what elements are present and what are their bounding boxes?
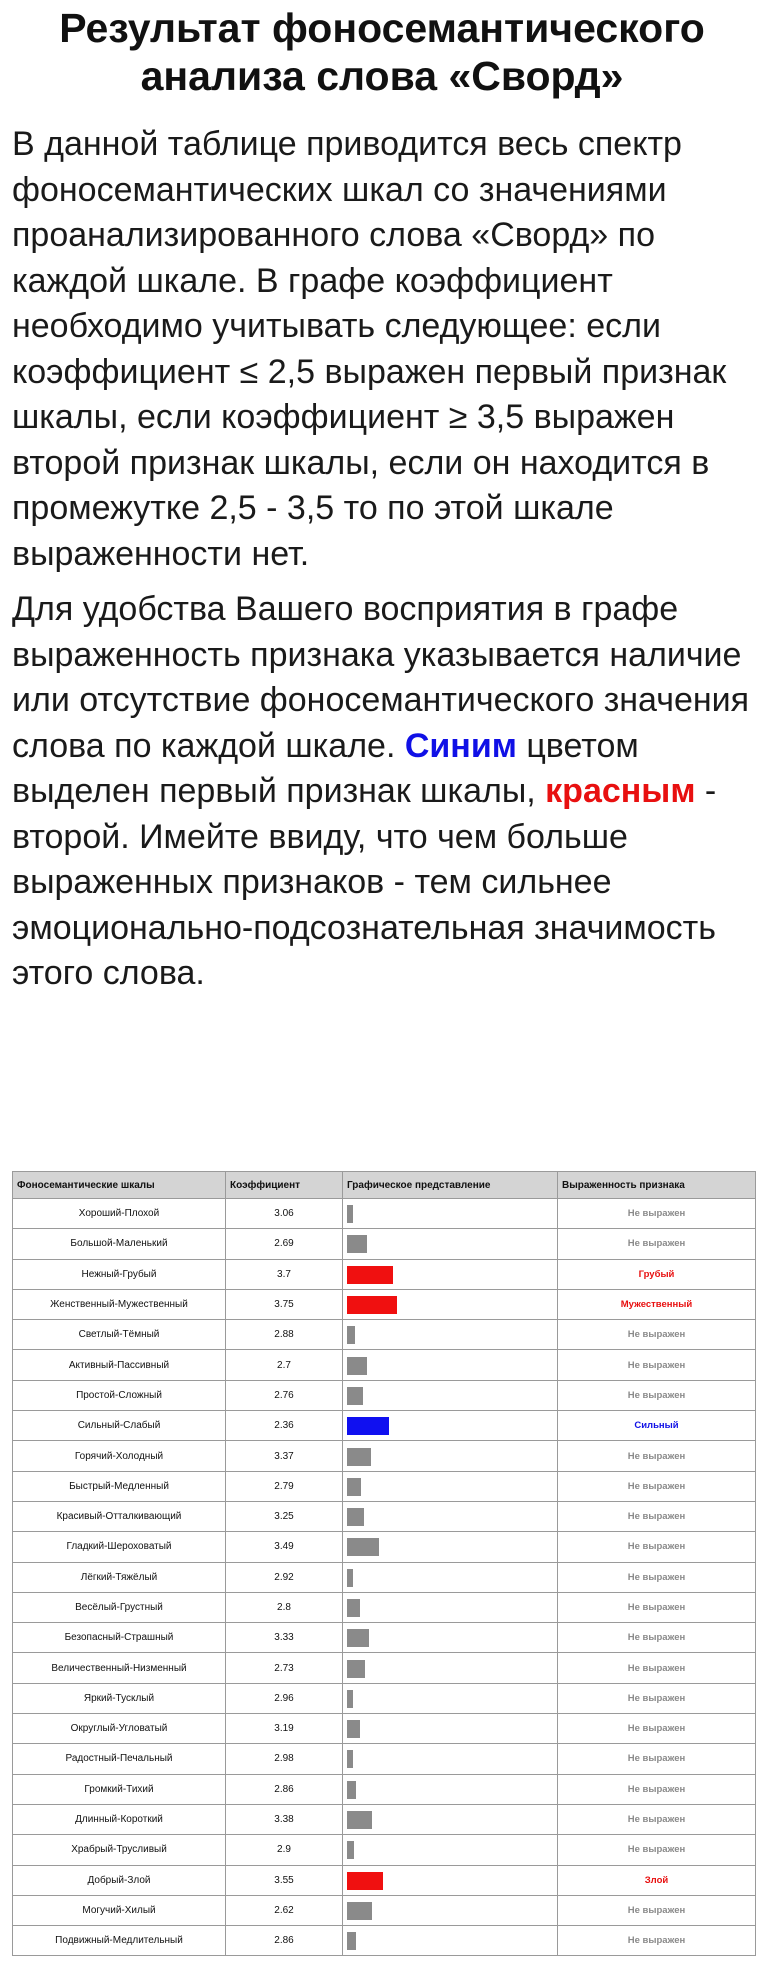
graph-cell xyxy=(343,1441,558,1471)
expression-value: Не выражен xyxy=(558,1501,756,1531)
graph-cell xyxy=(343,1714,558,1744)
coefficient-bar xyxy=(347,1478,361,1496)
legend-text-a: Для удобства Вашего восприятия в графе выраженность признака указывается наличие или отсутствие фоносемантического значения слова по каждой шкале. xyxy=(12,590,750,765)
graph-cell xyxy=(343,1774,558,1804)
table-row xyxy=(13,1532,756,1562)
header-coefficient: Коэффициент xyxy=(226,1172,343,1199)
expression-value: Не выражен xyxy=(558,1683,756,1713)
graph-cell xyxy=(343,1562,558,1592)
coefficient-bar xyxy=(347,1569,353,1587)
coefficient-value: 2.69 xyxy=(226,1229,343,1259)
expression-value: Не выражен xyxy=(558,1623,756,1653)
scale-name: Подвижный-Медлительный xyxy=(13,1926,226,1956)
legend-text-b: цветом выделен первый признак шкалы, xyxy=(12,726,639,810)
table-row xyxy=(13,1350,756,1380)
expression-value: Не выражен xyxy=(558,1835,756,1865)
coefficient-value: 3.19 xyxy=(226,1714,343,1744)
coefficient-bar xyxy=(347,1811,372,1829)
table-row xyxy=(13,1199,756,1229)
intro-paragraph: В данной таблице приводится весь спектр фоносемантических шкал со значениями проанализированного слова «Сворд» по каждой шкале. В графе коэффициент необходимо учитывать следующее: если коэффициент ≤ 2,5 выражен первый признак шкалы, если коэффициент ≥ 3,5 выражен второй признак шкалы, если он находится в промежутке 2,5 - 3,5 то по этой шкале выраженности нет. xyxy=(12,125,727,573)
scale-name: Гладкий-Шероховатый xyxy=(13,1532,226,1562)
scale-name: Горячий-Холодный xyxy=(13,1441,226,1471)
expression-value: Не выражен xyxy=(558,1229,756,1259)
coefficient-bar xyxy=(347,1538,379,1556)
expression-value: Не выражен xyxy=(558,1441,756,1471)
graph-cell xyxy=(343,1653,558,1683)
coefficient-bar xyxy=(347,1781,356,1799)
coefficient-bar xyxy=(347,1205,353,1223)
table-row xyxy=(13,1592,756,1622)
table-row xyxy=(13,1835,756,1865)
scale-name: Добрый-Злой xyxy=(13,1865,226,1895)
scale-name: Величественный-Низменный xyxy=(13,1653,226,1683)
expression-value: Не выражен xyxy=(558,1350,756,1380)
table-row xyxy=(13,1320,756,1350)
scale-name: Активный-Пассивный xyxy=(13,1350,226,1380)
expression-value: Не выражен xyxy=(558,1562,756,1592)
graph-cell xyxy=(343,1623,558,1653)
table-row xyxy=(13,1895,756,1925)
table-row xyxy=(13,1259,756,1289)
graph-cell xyxy=(343,1895,558,1925)
coefficient-bar xyxy=(347,1902,372,1920)
coefficient-value: 2.73 xyxy=(226,1653,343,1683)
expression-value: Не выражен xyxy=(558,1744,756,1774)
table-row xyxy=(13,1411,756,1441)
coefficient-bar xyxy=(347,1448,371,1466)
graph-cell xyxy=(343,1380,558,1410)
coefficient-bar xyxy=(347,1296,397,1314)
coefficient-bar xyxy=(347,1841,354,1859)
table-row xyxy=(13,1774,756,1804)
table-row xyxy=(13,1865,756,1895)
graph-cell xyxy=(343,1532,558,1562)
graph-cell xyxy=(343,1199,558,1229)
scale-name: Красивый-Отталкивающий xyxy=(13,1501,226,1531)
expression-value: Не выражен xyxy=(558,1804,756,1834)
scale-name: Большой-Маленький xyxy=(13,1229,226,1259)
table-row xyxy=(13,1683,756,1713)
table-row xyxy=(13,1926,756,1956)
scale-name: Округлый-Угловатый xyxy=(13,1714,226,1744)
table-row xyxy=(13,1229,756,1259)
coefficient-value: 2.7 xyxy=(226,1350,343,1380)
scale-name: Безопасный-Страшный xyxy=(13,1623,226,1653)
graph-cell xyxy=(343,1592,558,1622)
expression-value: Не выражен xyxy=(558,1592,756,1622)
scale-name: Весёлый-Грустный xyxy=(13,1592,226,1622)
graph-cell xyxy=(343,1835,558,1865)
graph-cell xyxy=(343,1865,558,1895)
coefficient-value: 3.38 xyxy=(226,1804,343,1834)
coefficient-bar xyxy=(347,1357,367,1375)
legend-red-word: красным xyxy=(545,772,696,810)
header-expression: Выраженность признака xyxy=(558,1172,756,1199)
table-row xyxy=(13,1471,756,1501)
coefficient-bar xyxy=(347,1235,367,1253)
coefficient-value: 3.37 xyxy=(226,1441,343,1471)
coefficient-value: 3.7 xyxy=(226,1259,343,1289)
graph-cell xyxy=(343,1501,558,1531)
table-row xyxy=(13,1714,756,1744)
table-header-row xyxy=(13,1172,756,1199)
table-row xyxy=(13,1562,756,1592)
scale-name: Хороший-Плохой xyxy=(13,1199,226,1229)
scale-name: Сильный-Слабый xyxy=(13,1411,226,1441)
coefficient-value: 2.92 xyxy=(226,1562,343,1592)
coefficient-bar xyxy=(347,1750,353,1768)
table-row xyxy=(13,1501,756,1531)
coefficient-bar xyxy=(347,1387,363,1405)
coefficient-bar xyxy=(347,1720,360,1738)
coefficient-bar xyxy=(347,1508,364,1526)
header-scales: Фоносемантические шкалы xyxy=(13,1172,226,1199)
coefficient-bar xyxy=(347,1872,383,1890)
table-row xyxy=(13,1653,756,1683)
coefficient-value: 2.86 xyxy=(226,1774,343,1804)
table-body xyxy=(13,1199,756,1956)
graph-cell xyxy=(343,1320,558,1350)
scale-name: Храбрый-Трусливый xyxy=(13,1835,226,1865)
expression-value: Не выражен xyxy=(558,1926,756,1956)
graph-cell xyxy=(343,1471,558,1501)
expression-value: Не выражен xyxy=(558,1471,756,1501)
coefficient-value: 2.9 xyxy=(226,1835,343,1865)
coefficient-bar xyxy=(347,1326,355,1344)
coefficient-bar xyxy=(347,1690,353,1708)
scale-name: Лёгкий-Тяжёлый xyxy=(13,1562,226,1592)
table-row xyxy=(13,1804,756,1834)
expression-value: Сильный xyxy=(558,1411,756,1441)
coefficient-value: 2.86 xyxy=(226,1926,343,1956)
table-row xyxy=(13,1441,756,1471)
expression-value: Не выражен xyxy=(558,1895,756,1925)
scale-name: Яркий-Тусклый xyxy=(13,1683,226,1713)
coefficient-bar xyxy=(347,1932,356,1950)
scale-name: Длинный-Короткий xyxy=(13,1804,226,1834)
graph-cell xyxy=(343,1804,558,1834)
table-row xyxy=(13,1289,756,1319)
scale-name: Женственный-Мужественный xyxy=(13,1289,226,1319)
graph-cell xyxy=(343,1744,558,1774)
table-row xyxy=(13,1380,756,1410)
scale-name: Громкий-Тихий xyxy=(13,1774,226,1804)
coefficient-value: 3.06 xyxy=(226,1199,343,1229)
coefficient-value: 2.8 xyxy=(226,1592,343,1622)
coefficient-value: 3.25 xyxy=(226,1501,343,1531)
expression-value: Не выражен xyxy=(558,1714,756,1744)
expression-value: Мужественный xyxy=(558,1289,756,1319)
scale-name: Радостный-Печальный xyxy=(13,1744,226,1774)
expression-value: Не выражен xyxy=(558,1653,756,1683)
graph-cell xyxy=(343,1411,558,1441)
expression-value: Не выражен xyxy=(558,1774,756,1804)
expression-value: Не выражен xyxy=(558,1532,756,1562)
coefficient-value: 2.62 xyxy=(226,1895,343,1925)
scale-name: Могучий-Хилый xyxy=(13,1895,226,1925)
legend-text-c: - второй. Имейте ввиду, что чем больше выраженных признаков - тем сильнее эмоционально-подсознательная значимость этого слова. xyxy=(12,772,717,992)
coefficient-bar xyxy=(347,1660,365,1678)
scale-name: Нежный-Грубый xyxy=(13,1259,226,1289)
graph-cell xyxy=(343,1926,558,1956)
legend-paragraph xyxy=(0,587,764,997)
scale-name: Простой-Сложный xyxy=(13,1380,226,1410)
coefficient-value: 3.33 xyxy=(226,1623,343,1653)
graph-cell xyxy=(343,1350,558,1380)
expression-value: Не выражен xyxy=(558,1380,756,1410)
table-row xyxy=(13,1623,756,1653)
graph-cell xyxy=(343,1229,558,1259)
coefficient-bar xyxy=(347,1266,393,1284)
scales-table xyxy=(12,1171,756,1956)
table-row xyxy=(13,1744,756,1774)
coefficient-value: 3.75 xyxy=(226,1289,343,1319)
expression-value: Не выражен xyxy=(558,1320,756,1350)
coefficient-value: 3.55 xyxy=(226,1865,343,1895)
coefficient-value: 2.96 xyxy=(226,1683,343,1713)
coefficient-value: 2.76 xyxy=(226,1380,343,1410)
page-title: Результат фоносемантического анализа слова «Сворд» xyxy=(59,5,705,99)
legend-blue-word: Синим xyxy=(404,726,517,765)
coefficient-bar xyxy=(347,1599,360,1617)
scale-name: Быстрый-Медленный xyxy=(13,1471,226,1501)
header-graph: Графическое представление xyxy=(343,1172,558,1199)
expression-value: Грубый xyxy=(558,1259,756,1289)
coefficient-value: 2.79 xyxy=(226,1471,343,1501)
graph-cell xyxy=(343,1259,558,1289)
coefficient-value: 2.36 xyxy=(226,1411,343,1441)
coefficient-value: 2.98 xyxy=(226,1744,343,1774)
coefficient-bar xyxy=(347,1629,369,1647)
scale-name: Светлый-Тёмный xyxy=(13,1320,226,1350)
coefficient-value: 2.88 xyxy=(226,1320,343,1350)
coefficient-bar xyxy=(347,1417,389,1435)
graph-cell xyxy=(343,1289,558,1319)
coefficient-value: 3.49 xyxy=(226,1532,343,1562)
graph-cell xyxy=(343,1683,558,1713)
expression-value: Не выражен xyxy=(558,1199,756,1229)
expression-value: Злой xyxy=(558,1865,756,1895)
